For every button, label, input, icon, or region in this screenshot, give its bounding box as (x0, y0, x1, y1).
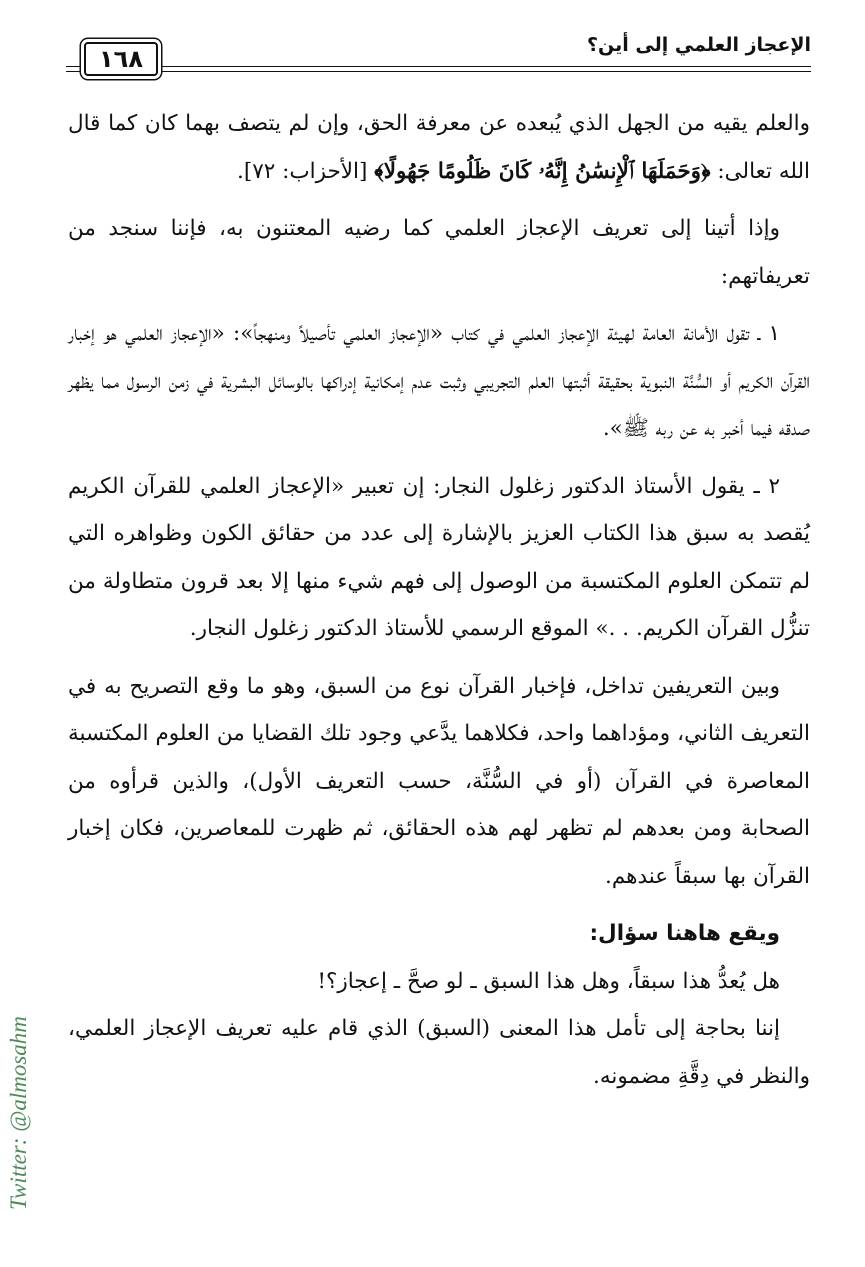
quran-verse: ﴿وَحَمَلَهَا ٱلْإِنسَٰنُ إِنَّهُۥ كَانَ ظَلُومًا جَهُولًا﴾ (374, 158, 711, 184)
page-number: ١٦٨ (84, 42, 158, 76)
running-header (66, 26, 811, 78)
paragraph-definition-2: ٢ ـ يقول الأستاذ الدكتور زغلول النجار: إن تعبير «الإعجاز العلمي للقرآن الكريم يُقصد به سبق هذا الكتاب العزيز بالإشارة إلى عدد من حقائق الكون وظواهره التي لم تتمكن العلوم المكتسبة من الوصول إلى فهم شيء منها إلا بعد قرون متطاولة من تنزُّل القرآن الكريم. . .» الموقع الرسمي للأستاذ الدكتور زغلول النجار. (68, 473, 810, 641)
page-body (68, 100, 810, 1100)
paragraph-definition-1: ١ ـ تقول الأمانة العامة لهيئة الإعجاز العلمي في كتاب «الإعجاز العلمي تأصيلاً ومنهجاً»: «الإعجاز العلمي هو إخبار القرآن الكريم أو السُّنَّة النبوية بحقيقة أثبتها العلم التجريبي وثبت عدم إمكانية إدراكها بالوسائل البشرية في زمن الرسول مما يظهر صدقه فيما أخبر به عن ربه ﷺ». (68, 321, 810, 441)
paragraph-comparison: وبين التعريفين تداخل، فإخبار القرآن نوع من السبق، وهو ما وقع التصريح به في التعريف الثاني، ومؤداهما واحد، فكلاهما يدَّعي وجود تلك القضايا من العلوم المكتسبة المعاصرة في القرآن (أو في السُّنَّة، حسب التعريف الأول)، والذين قرأوه من الصحابة ومن بعدهم لم تظهر لهم هذه الحقائق، ثم ظهرت للمعاصرين، فكان إخبار القرآن بها سبقاً عندهم. (68, 673, 810, 889)
header-rule-bottom (66, 71, 811, 72)
twitter-watermark: Twitter: @almosahm (6, 1016, 31, 1210)
paragraph-definitions-intro: وإذا أتينا إلى تعريف الإعجاز العلمي كما رضيه المعتنون به، فإننا سنجد من تعريفاتهم: (68, 216, 810, 289)
paragraph-conclusion: إننا بحاجة إلى تأمل هذا المعنى (السبق) الذي قام عليه تعريف الإعجاز العلمي، والنظر في دِقَّةِ مضمونه. (68, 1016, 810, 1089)
verse-citation: [الأحزاب: ٧٢]. (237, 158, 375, 184)
header-rule-top (66, 66, 811, 67)
paragraph-intro (68, 100, 810, 195)
running-title: الإعجاز العلمي إلى أين؟ (587, 34, 811, 56)
paragraph-question: هل يُعدُّ هذا سبقاً، وهل هذا السبق ـ لو صحَّ ـ إعجاز؟! (317, 968, 780, 994)
intro-text: والعلم يقيه من الجهل الذي يُبعده عن معرفة الحق، وإن لم يتصف بهما كان كما قال الله تعالى: (68, 111, 810, 184)
section-question-heading: ويقع هاهنا سؤال: (589, 921, 780, 946)
